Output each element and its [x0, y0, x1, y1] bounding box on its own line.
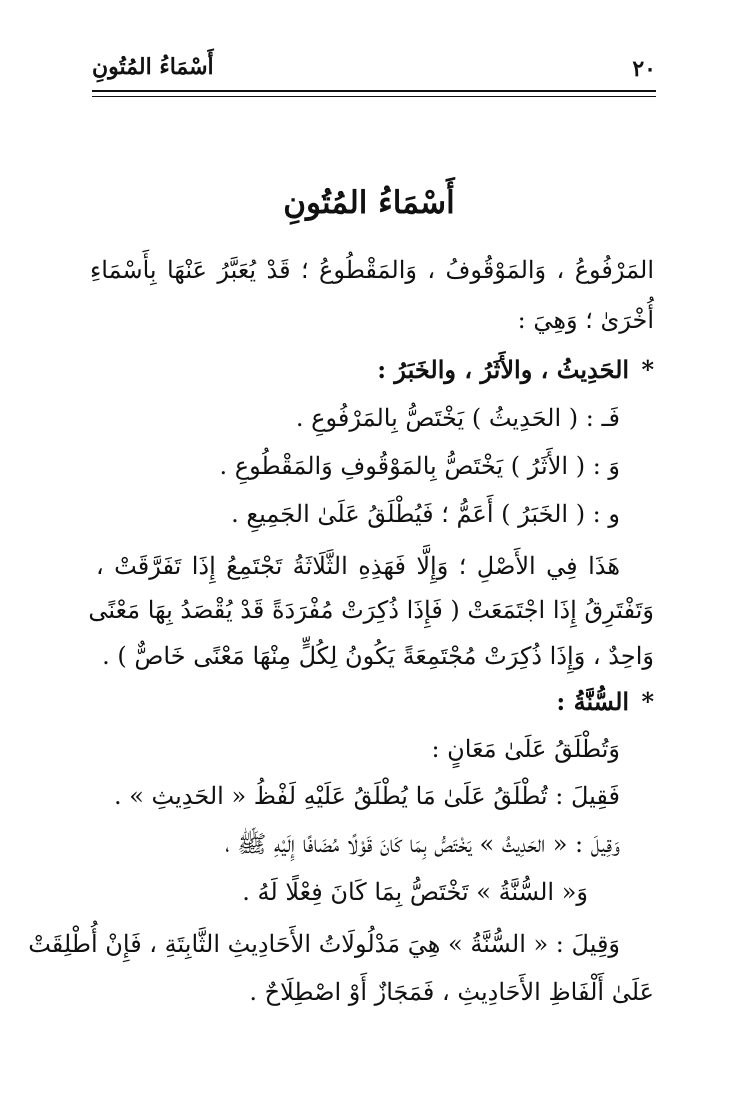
- list-item-hadith: فَـ : ( الحَدِيثُ ) يَخْتَصُّ بِالمَرْفُوعِ .: [295, 404, 620, 432]
- header-rule: [92, 90, 656, 92]
- sunna-definition-2-cont: وَ« السُّنَّةُ » تَخْتَصُّ بِمَا كَانَ فِعْلًا لَهُ .: [242, 878, 588, 906]
- section-title-hadith: الحَدِيثُ ، والأَثَرُ ، والخَبَرُ :: [377, 355, 630, 384]
- running-title: أَسْمَاءُ المُتُونِ: [92, 54, 214, 80]
- sunna-definition-3-cont: عَلَىٰ أَلْفَاظِ الأَحَادِيثِ ، فَمَجَازٌ أَوْ اصْطِلَاحٌ .: [249, 978, 654, 1006]
- sunna-intro: وَتُطْلَقُ عَلَىٰ مَعَانٍ :: [431, 735, 620, 763]
- list-item-khabar: و : ( الخَبَرُ ) أَعَمُّ ؛ فَيُطْلَقُ عَلَىٰ الجَمِيعِ .: [231, 500, 620, 528]
- sunna-definition-3: وَقِيلَ : « السُّنَّةُ » هِيَ مَدْلُولَاتُ الأَحَادِيثِ الثَّابِتَةِ ، فَإِنْ أُطْلِقَتْ: [28, 930, 620, 958]
- body-line-2: أُخْرَىٰ ؛ وَهِيَ :: [517, 306, 654, 334]
- list-item-athar: وَ : ( الأَثَرُ ) يَخْتَصُّ بِالمَوْقُوفِ وَالمَقْطُوعِ .: [219, 452, 620, 480]
- paragraph-line-3: وَاحِدٌ ، وَإِذَا ذُكِرَتْ مُجْتَمِعَةً يَكُونُ لِكُلٍّ مِنْهَا مَعْنًى خَاصٌّ ) .: [102, 642, 654, 670]
- body-line-1: المَرْفُوعُ ، وَالمَوْقُوفُ ، وَالمَقْطُوعُ ؛ قَدْ يُعَبَّرُ عَنْهَا بِأَسْمَاءِ: [90, 256, 654, 284]
- section-title-sunna: السُّنَّةُ :: [556, 687, 630, 716]
- paragraph-line-2: وَتَفْتَرِقُ إِذَا اجْتَمَعَتْ ( فَإِذَا ذُكِرَتْ مُفْرَدَةً قَدْ يُقْصَدُ بِهَا مَعْنًى: [88, 596, 654, 624]
- sunna-definition-2: وَقِيلَ : « الحَدِيثُ » يَخْتَصُّ بِمَا كَانَ قَوْلًا مُضَافًا إِلَيْهِ ﷺ ،: [225, 830, 620, 858]
- page-number: ٢٠: [632, 56, 656, 82]
- header-rule-thin: [92, 96, 656, 97]
- section-star-icon: *: [641, 687, 654, 716]
- chapter-heading: أَسْمَاءُ المُتُونِ: [283, 185, 455, 221]
- paragraph-line-1: هَذَا فِي الأَصْلِ ؛ وَإِلَّا فَهَذِهِ الثَّلَاثَةُ تَجْتَمِعُ إِذَا تَفَرَّقَتْ ،: [96, 552, 620, 580]
- section-heading-sunna: [556, 688, 654, 717]
- page-header: [92, 52, 656, 90]
- sunna-definition-1: فَقِيلَ : تُطْلَقُ عَلَىٰ مَا يُطْلَقُ عَلَيْهِ لَفْظُ « الحَدِيثِ » .: [113, 782, 620, 810]
- section-heading-hadith: [377, 356, 654, 385]
- section-star-icon: *: [641, 355, 654, 384]
